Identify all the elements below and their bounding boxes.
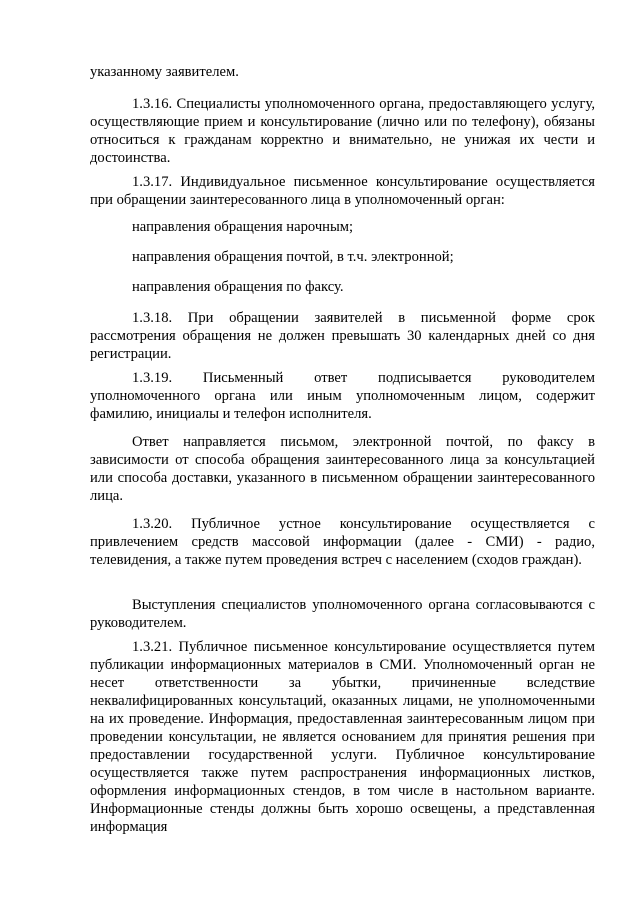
paragraph-continuation: указанному заявителем. xyxy=(90,64,239,80)
paragraph-1-3-19: 1.3.19. Письменный ответ подписывается руководителем уполномоченного органа или иным уполномоченным лицом, содержит фамилию, инициалы и телефон исполнителя. xyxy=(90,370,595,422)
paragraph-1-3-20: 1.3.20. Публичное устное консультирование осуществляется с привлечением средств массовой информации (далее - СМИ) - радио, телевидения, а также путем проведения встреч с населением (сходов граждан). xyxy=(90,516,595,568)
list-item-by-fax: направления обращения по факсу. xyxy=(132,279,344,295)
list-item-by-hand: направления обращения нарочным; xyxy=(132,219,354,235)
paragraph-1-3-18: 1.3.18. При обращении заявителей в письменной форме срок рассмотрения обращения не должен превышать 30 календарных дней со дня регистрации. xyxy=(90,310,595,362)
paragraph-1-3-17: 1.3.17. Индивидуальное письменное консультирование осуществляется при обращении заинтересованного лица в уполномоченный орган: xyxy=(90,174,595,208)
paragraph-answer: Ответ направляется письмом, электронной почтой, по факсу в зависимости от способа обращения заинтересованного лица за консультацией или способа доставки, указанного в письменном обращении заинтересованного лица. xyxy=(90,434,595,504)
paragraph-1-3-21: 1.3.21. Публичное письменное консультирование осуществляется путем публикации информационных материалов в СМИ. Уполномоченный орган не несет ответственности за убытки, причиненные вследствие неквалифицированных консультаций, оказанных лицами, не уполномоченными на их проведение. Информация, предоставленная заинтересованным лицом при проведении консультации, не является основанием для принятия решения при предоставлении государственной услуги. Публичное консультирование осуществляется также путем распространения информационных листков, оформления информационных стендов, в том числе в настольном варианте. Информационные стенды должны быть хорошо освещены, а представленная информация xyxy=(90,639,595,835)
paragraph-speeches: Выступления специалистов уполномоченного органа согласовываются с руководителем. xyxy=(90,597,595,631)
paragraph-1-3-16: 1.3.16. Специалисты уполномоченного органа, предоставляющего услугу, осуществляющие прием и консультирование (лично или по телефону), обязаны относиться к гражданам корректно и внимательно, не унижая их чести и достоинства. xyxy=(90,96,595,166)
list-item-by-mail: направления обращения почтой, в т.ч. электронной; xyxy=(132,249,454,265)
